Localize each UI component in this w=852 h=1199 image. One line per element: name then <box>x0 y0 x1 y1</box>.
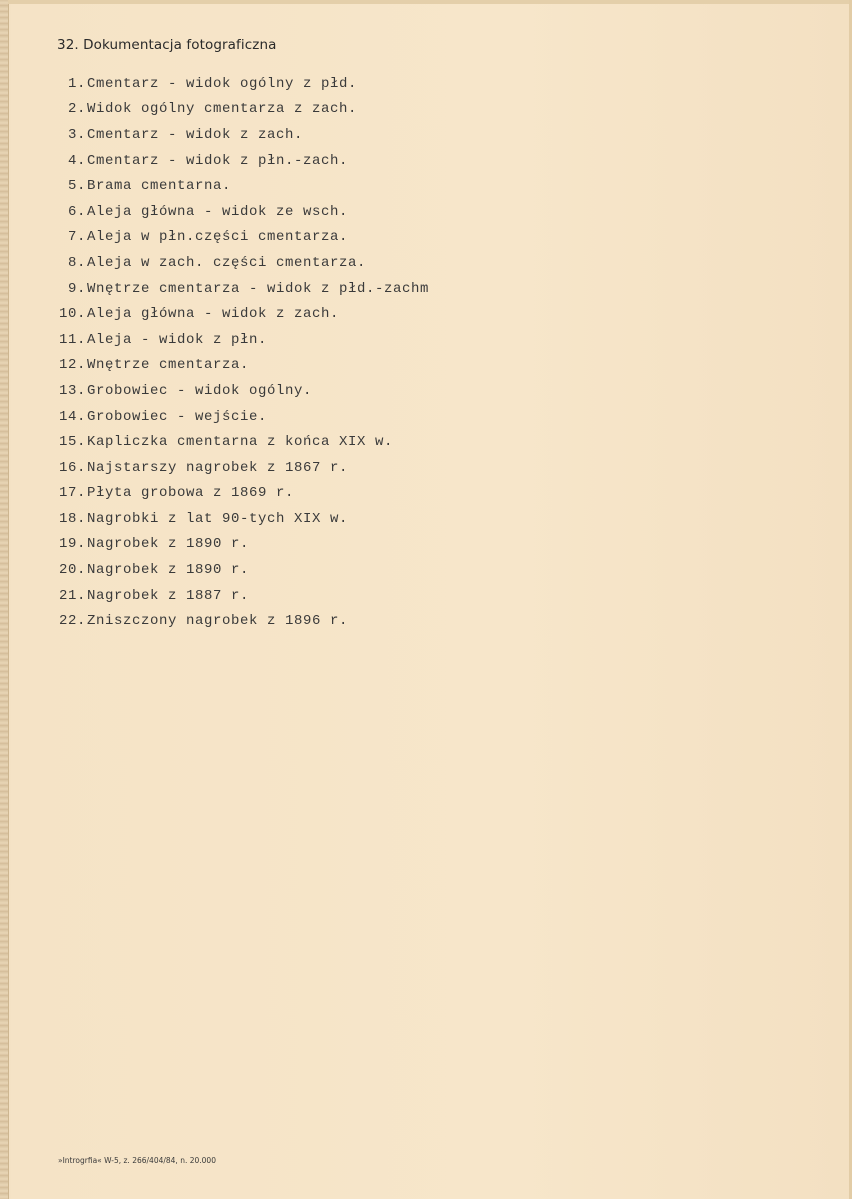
item-number: 15. <box>58 434 86 451</box>
list-item <box>44 429 429 455</box>
item-text: Cmentarz - widok z płn.-zach. <box>87 152 349 169</box>
item-text: Zniszczony nagrobek z 1896 r. <box>87 613 349 630</box>
item-number: 1. <box>67 75 86 92</box>
list-item <box>44 481 429 507</box>
item-text: Grobowiec - widok ogólny. <box>87 382 313 399</box>
list-item <box>44 225 429 251</box>
item-number: 9. <box>67 280 86 297</box>
list-item <box>44 148 429 174</box>
photo-list <box>44 71 429 634</box>
list-item <box>44 583 429 609</box>
item-number: 4. <box>67 152 86 169</box>
item-text: Płyta grobowa z 1869 r. <box>87 485 295 502</box>
item-number: 19. <box>58 536 86 553</box>
list-item <box>44 250 429 276</box>
item-number: 18. <box>58 510 86 527</box>
item-number: 16. <box>58 459 86 476</box>
item-number: 3. <box>67 126 86 143</box>
item-number: 7. <box>67 229 86 246</box>
item-text: Aleja główna - widok ze wsch. <box>87 203 349 220</box>
list-item <box>44 404 429 430</box>
item-number: 13. <box>58 382 86 399</box>
list-item <box>44 506 429 532</box>
list-item <box>44 327 429 353</box>
item-number: 5. <box>67 178 86 195</box>
item-text: Wnętrze cmentarza - widok z płd.-zachm <box>87 280 430 297</box>
list-item <box>44 173 429 199</box>
item-text: Aleja główna - widok z zach. <box>87 306 340 323</box>
item-text: Brama cmentarna. <box>87 178 232 195</box>
item-number: 20. <box>58 562 86 579</box>
item-text: Najstarszy nagrobek z 1867 r. <box>87 459 349 476</box>
item-number: 6. <box>67 203 86 220</box>
item-number: 8. <box>67 254 86 271</box>
item-text: Nagrobek z 1890 r. <box>87 536 250 553</box>
item-text: Widok ogólny cmentarza z zach. <box>87 101 358 118</box>
item-text: Aleja w zach. części cmentarza. <box>87 254 367 271</box>
list-item <box>44 353 429 379</box>
list-item <box>44 455 429 481</box>
list-item <box>44 71 429 97</box>
item-text: Aleja w płn.części cmentarza. <box>87 229 349 246</box>
item-number: 14. <box>58 408 86 425</box>
item-number: 17. <box>58 485 86 502</box>
item-number: 21. <box>58 587 86 604</box>
item-number: 11. <box>58 331 86 348</box>
printer-imprint: »Introgrfia« W-5, z. 266/404/84, n. 20.000 <box>58 1156 216 1165</box>
item-text: Grobowiec - wejście. <box>87 408 268 425</box>
list-item <box>44 301 429 327</box>
page-top-edge <box>8 0 852 4</box>
list-item <box>44 608 429 634</box>
item-text: Kapliczka cmentarna z końca XIX w. <box>87 434 394 451</box>
item-number: 10. <box>58 306 86 323</box>
section-heading: 32. Dokumentacja fotograficzna <box>57 37 277 53</box>
list-item <box>44 532 429 558</box>
item-text: Cmentarz - widok ogólny z płd. <box>87 75 358 92</box>
list-item <box>44 97 429 123</box>
page-binding-edge <box>0 0 9 1199</box>
list-item <box>44 122 429 148</box>
item-text: Cmentarz - widok z zach. <box>87 126 304 143</box>
item-text: Nagrobek z 1887 r. <box>87 587 250 604</box>
item-text: Nagrobki z lat 90-tych XIX w. <box>87 510 349 527</box>
list-item <box>44 276 429 302</box>
item-text: Nagrobek z 1890 r. <box>87 562 250 579</box>
list-item <box>44 557 429 583</box>
item-number: 22. <box>58 613 86 630</box>
item-number: 12. <box>58 357 86 374</box>
list-item <box>44 199 429 225</box>
list-item <box>44 378 429 404</box>
item-number: 2. <box>67 101 86 118</box>
item-text: Wnętrze cmentarza. <box>87 357 250 374</box>
item-text: Aleja - widok z płn. <box>87 331 268 348</box>
